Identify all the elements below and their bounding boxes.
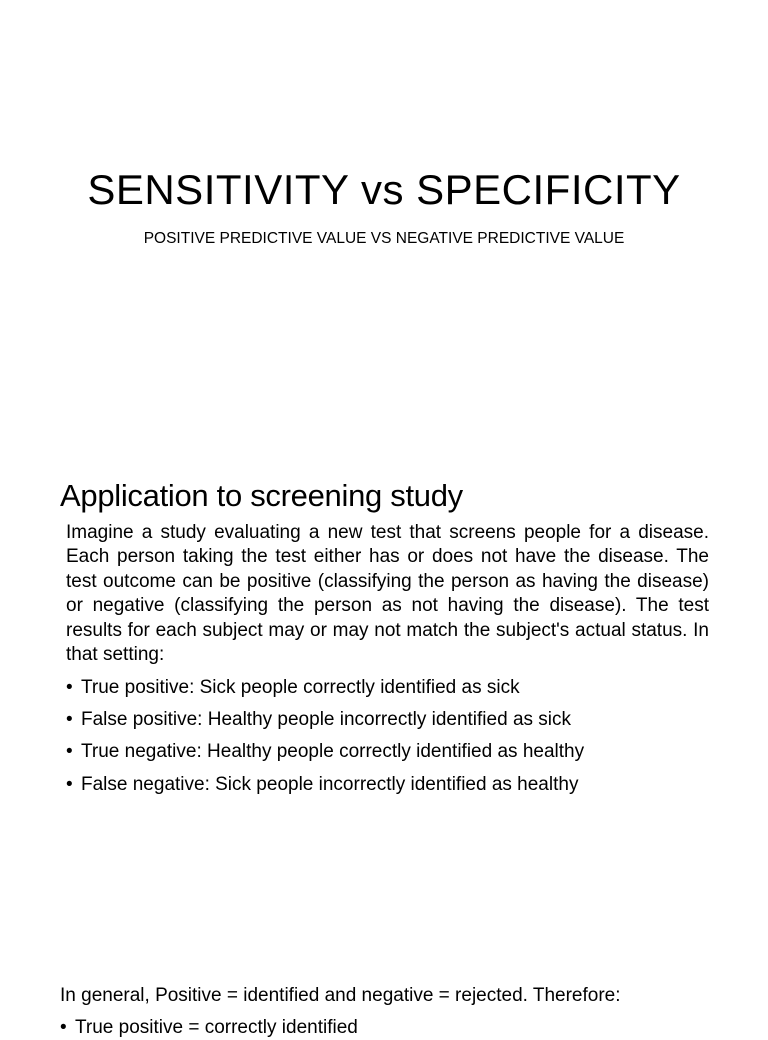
list-item-text: True negative: Healthy people correctly identified as healthy xyxy=(81,741,585,763)
list-item-text: False positive: Healthy people incorrectly identified as sick xyxy=(81,709,572,731)
bullet-icon: • xyxy=(66,677,73,698)
list-item-text: True positive = correctly identified xyxy=(75,1017,358,1038)
intro-paragraph: Imagine a study evaluating a new test that screens people for a disease. Each person taking the test either has or does not have the disease. The test outcome can be positive (classifying the person as having the disease) or negative (classifying the person as not having the disease). The test results for each subject may or may not match the subject's actual status. In that setting: xyxy=(66,522,709,666)
partial-list-item xyxy=(60,1016,358,1040)
title-slide xyxy=(0,0,768,440)
bullet-icon: • xyxy=(66,709,73,731)
definition-list xyxy=(66,676,716,805)
bullet-icon: • xyxy=(60,1017,67,1038)
list-item xyxy=(66,740,716,764)
general-paragraph: In general, Positive = identified and negative = rejected. Therefore: xyxy=(60,985,621,1006)
bullet-icon: • xyxy=(66,741,73,763)
bullet-icon: • xyxy=(66,773,73,795)
list-item xyxy=(66,676,716,700)
list-item xyxy=(66,773,716,797)
list-item xyxy=(66,708,716,732)
slide-title: SENSITIVITY vs SPECIFICITY xyxy=(87,166,681,213)
section-heading: Application to screening study xyxy=(60,478,463,513)
list-item-text: False negative: Sick people incorrectly identified as healthy xyxy=(81,773,579,795)
content-slide xyxy=(0,440,768,1038)
slide-subtitle: POSITIVE PREDICTIVE VALUE VS NEGATIVE PREDICTIVE VALUE xyxy=(143,230,625,247)
list-item-text: True positive: Sick people correctly identified as sick xyxy=(81,677,520,698)
